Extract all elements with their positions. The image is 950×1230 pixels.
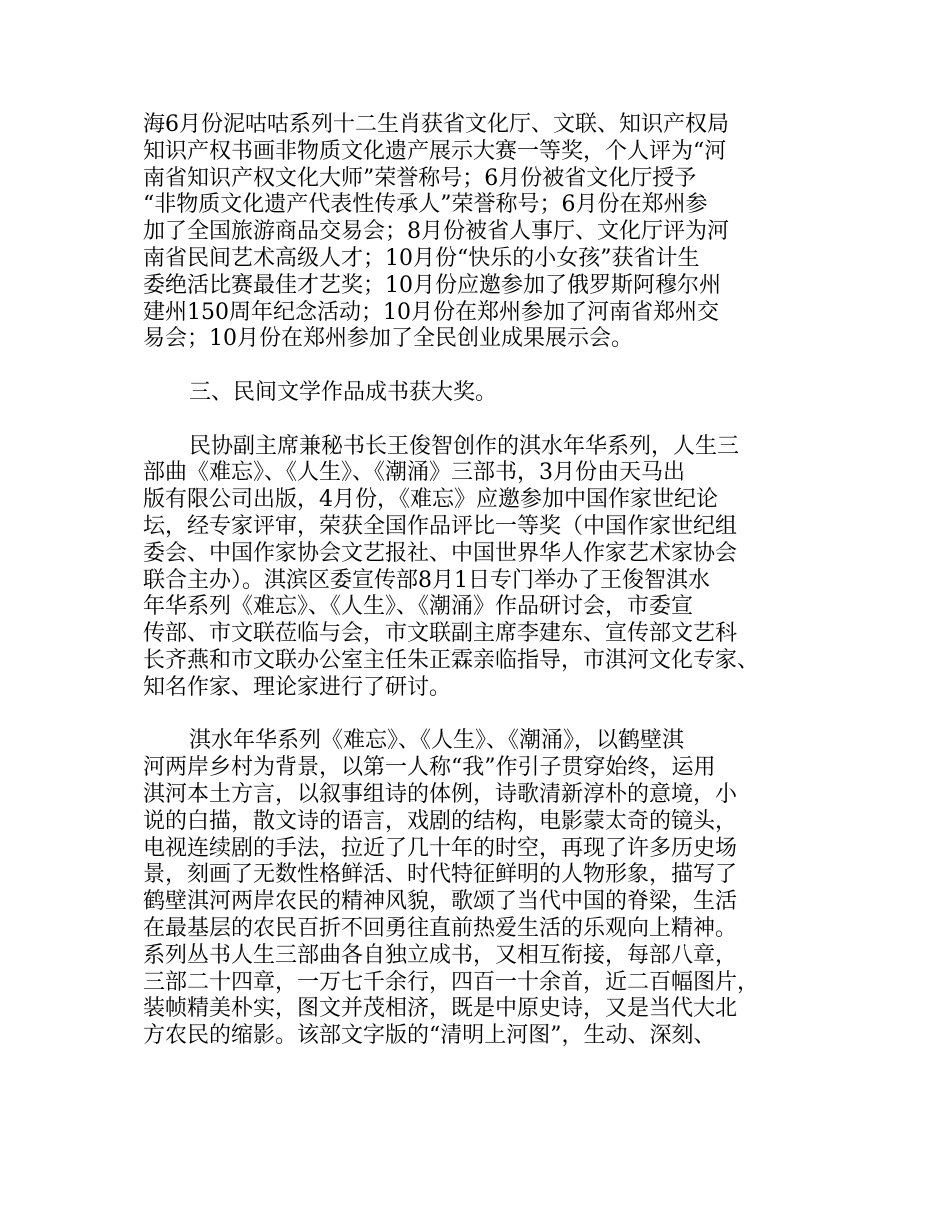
paragraph-gap (143, 353, 828, 380)
text-line: 三部二十四章，一万七千余行，四百一十余首，近二百幅图片， (143, 969, 760, 995)
text-line: “非物质文化遗产代表性传承人”荣誉称号；6月份在郑州参 (143, 192, 708, 218)
text-line: 加了全国旅游商品交易会；8月份被省人事厅、文化厅评为河 (143, 219, 729, 245)
text-line: 坛，经专家评审，荣获全国作品评比一等奖（中国作家世纪组 (143, 513, 738, 539)
text-line: 建州150周年纪念活动；10月份在郑州参加了河南省郑州交 (143, 299, 719, 325)
text-line: 长齐燕和市文联办公室主任朱正霖亲临指导，市淇河文化专家、 (143, 647, 760, 673)
text-line: 景，刻画了无数性格鲜活、时代特征鲜明的人物形象，描写了 (143, 862, 738, 888)
paragraph-gap (143, 407, 828, 434)
text-line: 在最基层的农民百折不回勇往直前热爱生活的乐观向上精神。 (143, 915, 738, 941)
paragraph-gap (143, 702, 828, 729)
section-heading (143, 380, 828, 407)
text-line: 部曲《难忘》、《人生》、《潮涌》三部书，3月份由天马出 (143, 460, 685, 486)
paragraph-book-award (143, 434, 828, 702)
text-line: 系列丛书人生三部曲各自独立成书，又相互衔接，每部八章， (143, 942, 738, 968)
text-line: 版有限公司出版，4月份，《难忘》应邀参加中国作家世纪论 (143, 487, 718, 513)
text-line: 委会、中国作家协会文艺报社、中国世界华人作家艺术家协会 (143, 540, 738, 566)
paragraph-book-description (143, 728, 828, 1050)
text-line: 河两岸乡村为背景，以第一人称“我”作引子贯穿始终，运用 (143, 755, 716, 781)
paragraph-achievements (143, 112, 828, 353)
text-line: 淇河本土方言，以叙事组诗的体例，诗歌清新淳朴的意境，小 (143, 781, 738, 807)
text-line: 鹤壁淇河两岸农民的精神风貌，歌颂了当代中国的脊梁，生活 (143, 889, 738, 915)
text-line: 南省知识产权文化大师”荣誉称号；6月份被省文化厅授予 (143, 165, 697, 191)
text-line: 海6月份泥咕咕系列十二生肖获省文化厅、文联、知识产权局 (143, 112, 729, 137)
text-line: 知名作家、理论家进行了研讨。 (143, 674, 452, 700)
text-line: 淇水年华系列《难忘》、《人生》、《潮涌》，以鹤壁淇 (189, 728, 685, 754)
text-line: 联合主办）。淇滨区委宣传部8月1日专门举办了王俊智淇水 (143, 567, 710, 593)
text-line: 民协副主席兼秘书长王俊智创作的淇水年华系列，人生三 (189, 433, 740, 459)
text-line: 委绝活比赛最佳才艺奖；10月份应邀参加了俄罗斯阿穆尔州 (143, 272, 721, 298)
text-line: 知识产权书画非物质文化遗产展示大赛一等奖，个人评为“河 (143, 138, 727, 164)
heading-text: 三、民间文学作品成书获大奖。 (189, 379, 498, 405)
document-page (143, 112, 828, 1050)
text-line: 说的白描，散文诗的语言，戏剧的结构，电影蒙太奇的镜头， (143, 808, 738, 834)
text-line: 电视连续剧的手法，拉近了几十年的时空，再现了许多历史场 (143, 835, 738, 861)
text-line: 传部、市文联莅临与会，市文联副主席李建东、宣传部文艺科 (143, 621, 738, 647)
text-line: 装帧精美朴实，图文并茂相济，既是中原史诗，又是当代大北 (143, 996, 738, 1022)
text-line: 方农民的缩影。该部文字版的“清明上河图”，生动、深刻、 (143, 1023, 716, 1049)
text-line: 易会；10月份在郑州参加了全民创业成果展示会。 (143, 326, 633, 352)
text-line: 南省民间艺术高级人才；10月份“快乐的小女孩”获省计生 (143, 245, 700, 271)
text-line: 年华系列《难忘》、《人生》、《潮涌》作品研讨会，市委宣 (143, 594, 694, 620)
